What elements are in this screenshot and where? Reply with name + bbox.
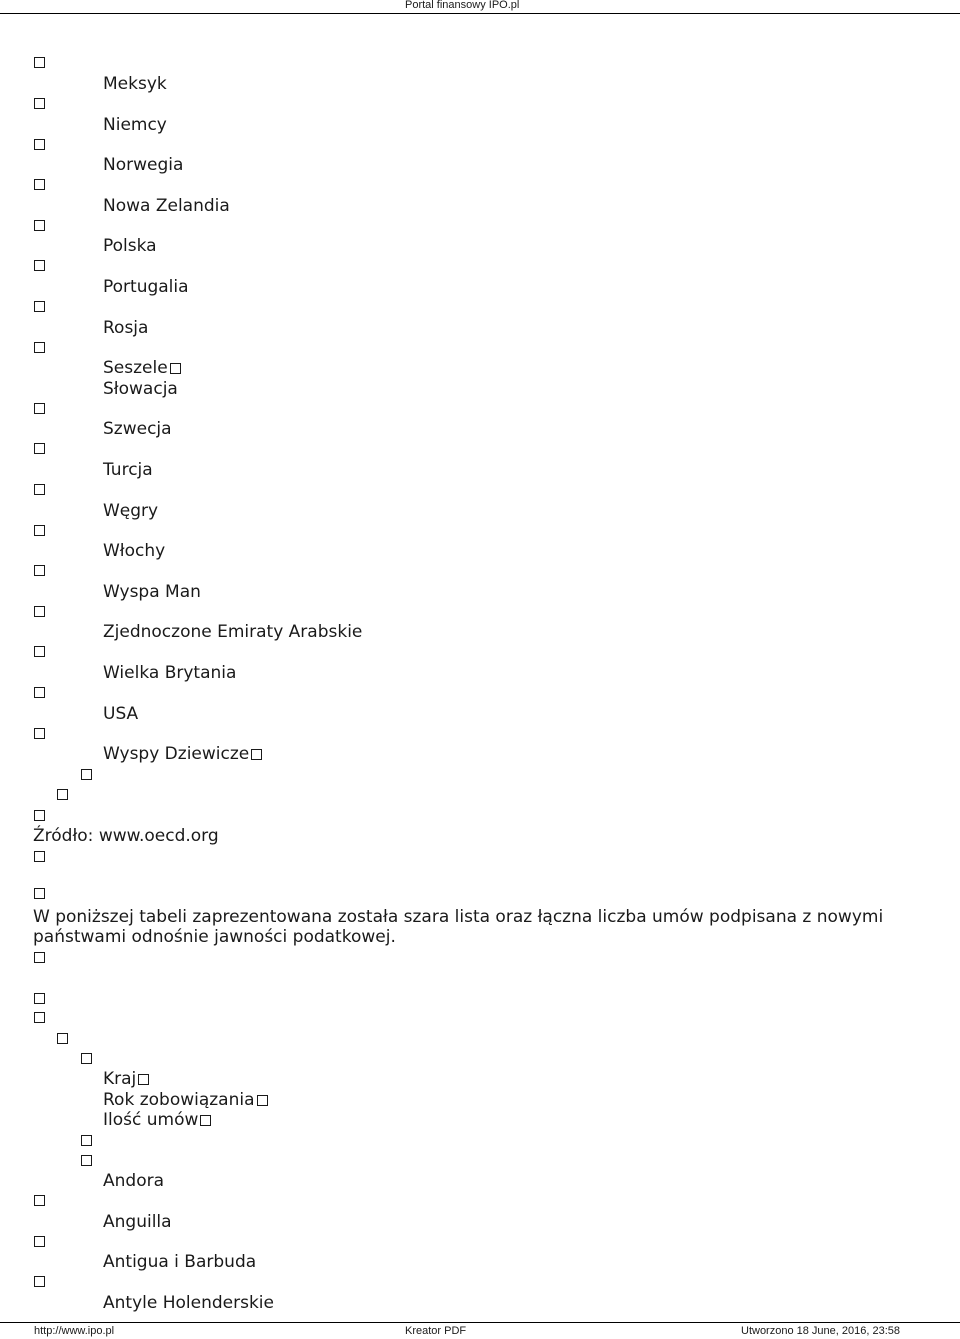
checkbox-glyph-icon [170,363,181,374]
list-item: Wielka Brytania [103,663,237,683]
checkbox-glyph-icon [200,1115,211,1126]
list-item: Portugalia [103,277,189,297]
checkbox-glyph-icon [34,851,45,862]
checkbox-glyph-icon [34,606,45,617]
list-item [103,744,262,764]
footer-creator: Kreator PDF [405,1325,467,1337]
checkbox-glyph-icon [81,1155,92,1166]
list-item: Norwegia [103,155,184,175]
checkbox-glyph-icon [34,139,45,150]
checkbox-glyph-icon [81,769,92,780]
page-footer [0,1322,960,1339]
checkbox-glyph-icon [257,1095,268,1106]
list-item: Nowa Zelandia [103,196,230,216]
list-item [103,358,181,378]
checkbox-glyph-icon [34,403,45,414]
checkbox-glyph-icon [34,888,45,899]
checkbox-glyph-icon [34,57,45,68]
checkbox-glyph-icon [34,443,45,454]
checkbox-glyph-icon [138,1074,149,1085]
list-item: Niemcy [103,115,167,135]
list-item: Włochy [103,541,166,561]
checkbox-glyph-icon [34,952,45,963]
list-item: Wyspa Man [103,582,201,602]
checkbox-glyph-icon [34,1195,45,1206]
list-item: Słowacja [103,379,178,399]
header-title: Portal finansowy IPO.pl [405,0,520,11]
table-header-country: Kraj [103,1069,149,1089]
list-item-label: Seszele [103,358,168,378]
footer-created: Utworzono 18 June, 2016, 23:58 [741,1325,901,1337]
checkbox-glyph-icon [34,98,45,109]
checkbox-glyph-icon [34,179,45,190]
checkbox-glyph-icon [34,1236,45,1247]
checkbox-glyph-icon [81,1135,92,1146]
checkbox-glyph-icon [57,789,68,800]
checkbox-glyph-icon [251,749,262,760]
checkbox-glyph-icon [34,1276,45,1287]
checkbox-glyph-icon [57,1033,68,1044]
table-row: Antigua i Barbuda [103,1252,257,1272]
checkbox-glyph-icon [34,646,45,657]
checkbox-glyph-icon [34,525,45,536]
checkbox-glyph-icon [34,260,45,271]
checkbox-glyph-icon [34,810,45,821]
checkbox-glyph-icon [34,687,45,698]
list-item: Meksyk [103,74,167,94]
table-header-year: Rok zobowiązania [103,1090,268,1110]
checkbox-glyph-icon [34,484,45,495]
checkbox-glyph-icon [34,993,45,1004]
list-item: Turcja [103,460,153,480]
checkbox-glyph-icon [34,220,45,231]
table-row: Andora [103,1171,165,1191]
checkbox-glyph-icon [34,1012,45,1023]
list-item: Szwecja [103,419,172,439]
table-row: Anguilla [103,1212,172,1232]
checkbox-glyph-icon [81,1053,92,1064]
checkbox-glyph-icon [34,301,45,312]
checkbox-glyph-icon [34,728,45,739]
intro-paragraph: W poniższej tabeli zaprezentowana została szara lista oraz łączna liczba umów podpisana z nowymi państwami odnośnie jawności podatkowej. [33,907,884,947]
checkbox-glyph-icon [34,565,45,576]
list-item: Rosja [103,318,149,338]
page-header [0,0,960,14]
list-item: USA [103,704,139,724]
table-row: Antyle Holenderskie [103,1293,274,1313]
list-item-label: Wyspy Dziewicze [103,744,250,764]
checkbox-glyph-icon [34,342,45,353]
list-item: Zjednoczone Emiraty Arabskie [103,622,363,642]
table-header-count: Ilość umów [103,1110,211,1130]
source-note: Źródło: www.oecd.org [33,826,219,846]
list-item: Polska [103,236,157,256]
list-item: Węgry [103,501,159,521]
footer-url: http://www.ipo.pl [34,1325,115,1337]
